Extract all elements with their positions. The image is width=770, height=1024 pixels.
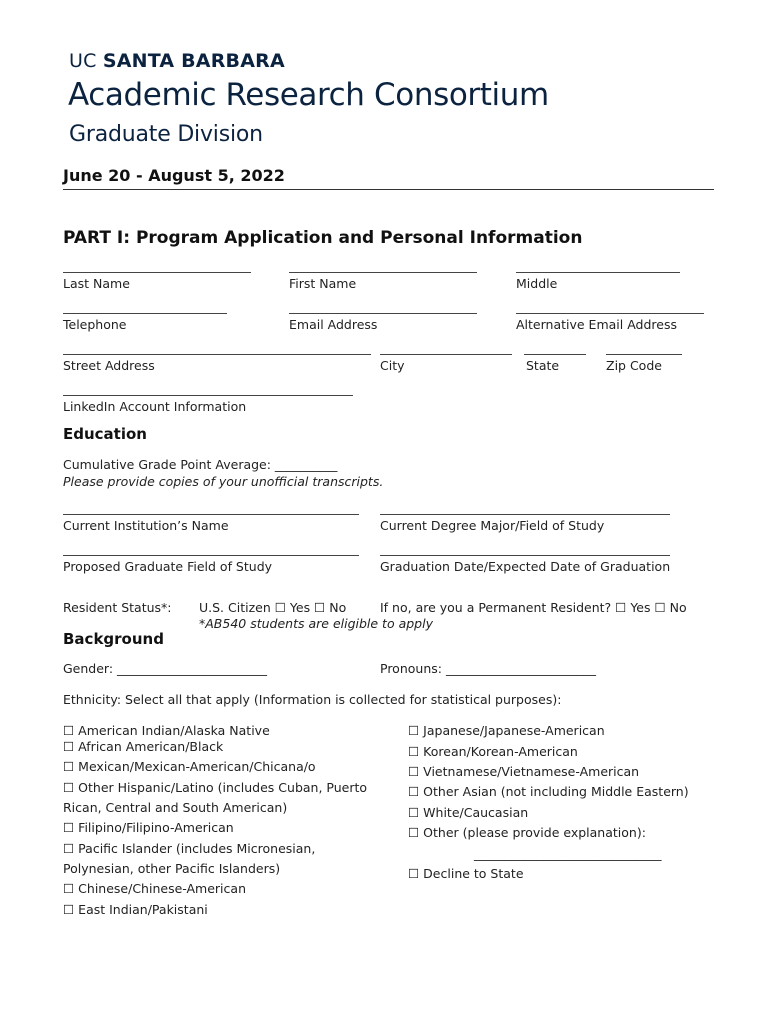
linkedin-label: LinkedIn Account Information <box>63 399 247 414</box>
ethnicity-option[interactable]: ☐ White/Caucasian <box>408 805 529 820</box>
pronouns-field[interactable]: Pronouns: ________________________ <box>380 661 596 676</box>
division-title: Graduate Division <box>69 122 263 147</box>
major-label: Current Degree Major/Field of Study <box>380 518 605 533</box>
telephone-label: Telephone <box>63 317 127 332</box>
city-label: City <box>380 358 405 373</box>
street-field[interactable] <box>63 354 371 355</box>
ethnicity-option[interactable]: ☐ Mexican/Mexican-American/Chicana/o <box>63 759 316 774</box>
background-heading: Background <box>63 630 164 648</box>
permanent-resident-checkboxes[interactable]: If no, are you a Permanent Resident? ☐ Yes ☐ No <box>380 600 687 615</box>
ethnicity-prompt: Ethnicity: Select all that apply (Information is collected for statistical purposes): <box>63 692 562 707</box>
state-label: State <box>526 358 560 373</box>
transcripts-note: Please provide copies of your unofficial transcripts. <box>63 474 384 489</box>
grad-date-label: Graduation Date/Expected Date of Graduation <box>380 559 671 574</box>
education-heading: Education <box>63 425 147 443</box>
middle-name-label: Middle <box>516 276 558 291</box>
ethnicity-option[interactable]: ☐ Japanese/Japanese-American <box>408 723 605 738</box>
alt-email-label: Alternative Email Address <box>516 317 677 332</box>
zip-field[interactable] <box>606 354 682 355</box>
grad-date-field[interactable] <box>380 555 670 556</box>
santa-barbara-text: SANTA BARBARA <box>102 50 285 72</box>
ab540-note: *AB540 students are eligible to apply <box>199 616 433 631</box>
program-dates: June 20 - August 5, 2022 <box>63 166 285 185</box>
ethnicity-option[interactable]: ☐ Other (please provide explanation): <box>408 825 646 840</box>
alt-email-field[interactable] <box>516 313 704 314</box>
ethnicity-option[interactable]: ☐ African American/Black <box>63 739 224 754</box>
ethnicity-option[interactable]: ☐ Filipino/Filipino-American <box>63 820 234 835</box>
ethnicity-option[interactable]: ☐ American Indian/Alaska Native <box>63 723 270 738</box>
gpa-field[interactable]: Cumulative Grade Point Average: __________ <box>63 457 338 472</box>
header-divider <box>63 189 714 190</box>
last-name-field[interactable] <box>63 272 251 273</box>
first-name-field[interactable] <box>289 272 477 273</box>
middle-name-field[interactable] <box>516 272 680 273</box>
state-field[interactable] <box>524 354 586 355</box>
institution-label: Current Institution’s Name <box>63 518 229 533</box>
other-explanation-field[interactable]: ______________________________ <box>474 846 662 861</box>
last-name-label: Last Name <box>63 276 130 291</box>
linkedin-field[interactable] <box>63 395 353 396</box>
us-citizen-checkboxes[interactable]: U.S. Citizen ☐ Yes ☐ No <box>199 600 347 615</box>
ethnicity-option[interactable]: ☐ Pacific Islander (includes Micronesian, <box>63 841 316 856</box>
part1-title: PART I: Program Application and Personal Information <box>63 228 583 248</box>
city-field[interactable] <box>380 354 512 355</box>
ethnicity-option[interactable]: ☐ Decline to State <box>408 866 524 881</box>
street-label: Street Address <box>63 358 155 373</box>
ethnicity-option[interactable]: ☐ Chinese/Chinese-American <box>63 881 246 896</box>
major-field[interactable] <box>380 514 670 515</box>
first-name-label: First Name <box>289 276 357 291</box>
resident-status-label: Resident Status*: <box>63 600 172 615</box>
email-label: Email Address <box>289 317 378 332</box>
zip-label: Zip Code <box>606 358 662 373</box>
ethnicity-option-continued: Rican, Central and South American) <box>63 800 288 815</box>
ethnicity-option[interactable]: ☐ East Indian/Pakistani <box>63 902 208 917</box>
institution-field[interactable] <box>63 514 359 515</box>
ethnicity-option[interactable]: ☐ Other Hispanic/Latino (includes Cuban, Puerto <box>63 780 368 795</box>
ethnicity-option[interactable]: ☐ Other Asian (not including Middle Eastern) <box>408 784 689 799</box>
ethnicity-option[interactable]: ☐ Korean/Korean-American <box>408 744 578 759</box>
uc-text: UC <box>69 50 103 72</box>
proposed-field-label: Proposed Graduate Field of Study <box>63 559 273 574</box>
ethnicity-option[interactable]: ☐ Vietnamese/Vietnamese-American <box>408 764 640 779</box>
telephone-field[interactable] <box>63 313 227 314</box>
ethnicity-option-continued: Polynesian, other Pacific Islanders) <box>63 861 281 876</box>
gender-field[interactable]: Gender: ________________________ <box>63 661 268 676</box>
program-title: Academic Research Consortium <box>68 77 549 113</box>
uc-santa-barbara-logo <box>69 50 285 72</box>
proposed-field-input[interactable] <box>63 555 359 556</box>
email-field[interactable] <box>289 313 477 314</box>
